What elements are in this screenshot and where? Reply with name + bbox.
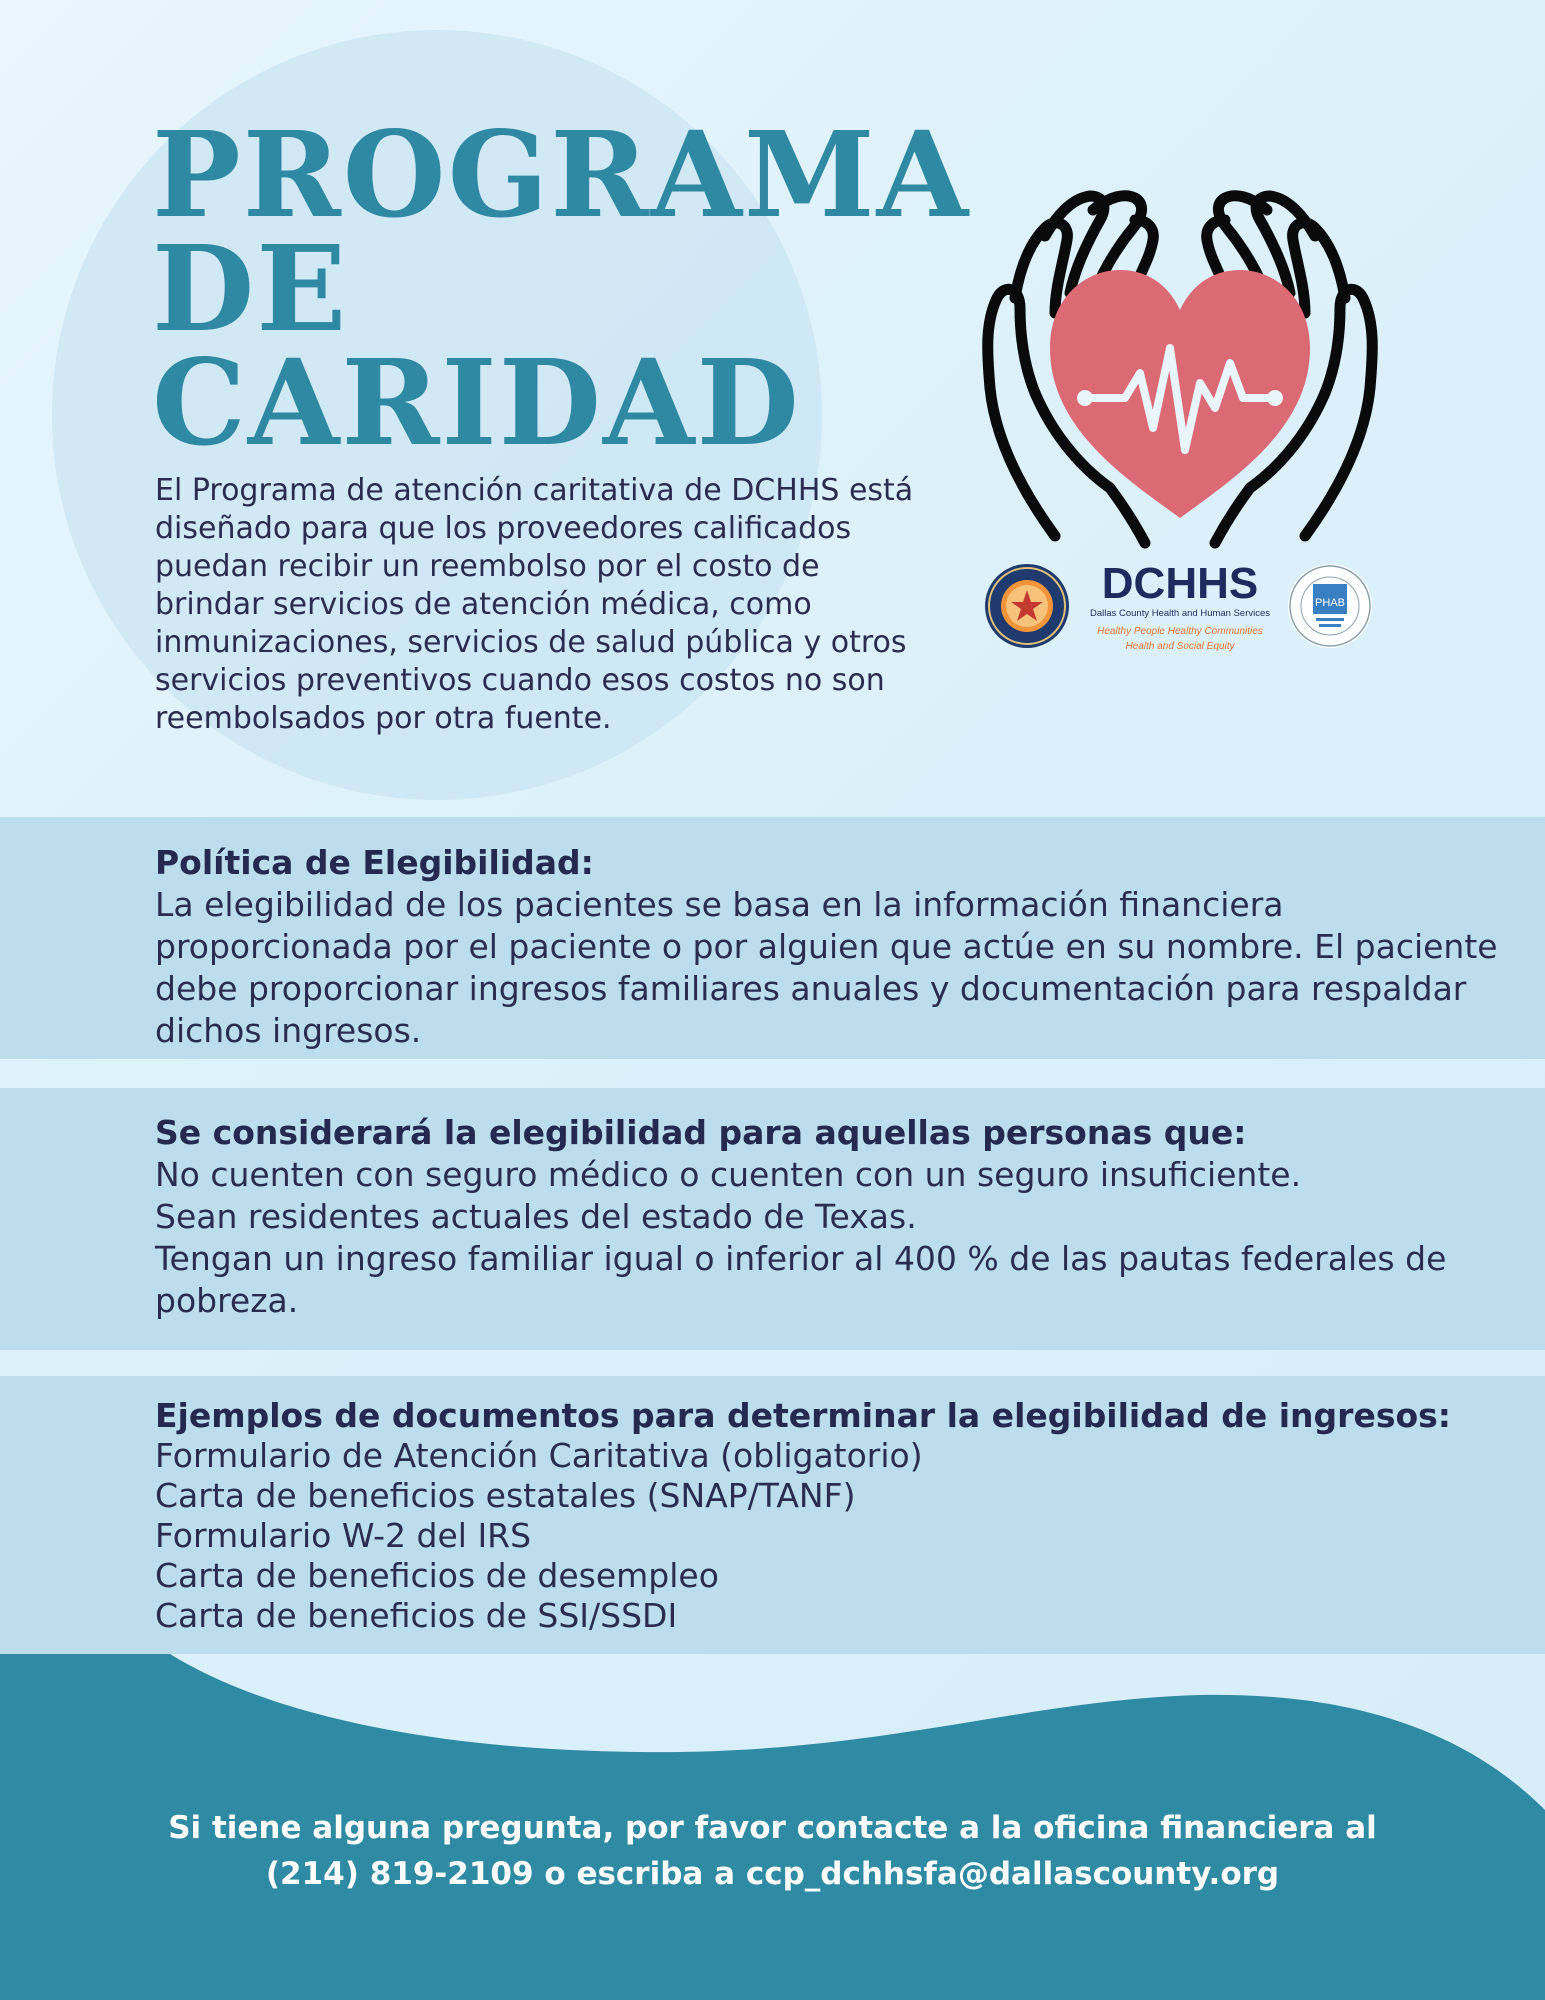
phab-label: PHAB bbox=[1315, 597, 1345, 609]
footer-line-1: Si tiene alguna pregunta, por favor contacte a la oficina financiera al bbox=[168, 1810, 1377, 1846]
eligibility-item: Tengan un ingreso familiar igual o inferior al 400 % de las pautas federales de pobreza. bbox=[155, 1239, 1447, 1320]
eligibility-heading: Se considerará la elegibilidad para aquellas personas que: bbox=[155, 1113, 1247, 1152]
eligibility-item: Sean residentes actuales del estado de Texas. bbox=[155, 1197, 917, 1236]
contact-footer bbox=[0, 1805, 1545, 1897]
document-item: Formulario de Atención Caritativa (obligatorio) bbox=[155, 1436, 923, 1475]
intro-paragraph: El Programa de atención caritativa de DCHHS está diseñado para que los proveedores calificados puedan recibir un reembolso por el costo de brindar servicios de atención médica, como inmunizaciones, servicios de salud pública y otros servicios preventivos cuando esos costos no son reembolsados por otra fuente. bbox=[155, 473, 914, 736]
eligibility-criteria-section bbox=[0, 1088, 1545, 1350]
logo-org-full-name: Dallas County Health and Human Services bbox=[1089, 608, 1271, 619]
dallas-county-seal-icon bbox=[985, 564, 1069, 648]
title-line-1: PROGRAMA bbox=[152, 105, 971, 244]
dchhs-logo bbox=[975, 188, 1385, 658]
document-item: Carta de beneficios estatales (SNAP/TANF) bbox=[155, 1476, 856, 1515]
logo-graphic bbox=[975, 188, 1385, 658]
document-item: Carta de beneficios de SSI/SSDI bbox=[155, 1596, 678, 1635]
logo-org-name: DCHHS bbox=[1101, 559, 1259, 608]
footer-contact-line: (214) 819-2109 o escriba a ccp_dchhsfa@dallascounty.org bbox=[265, 1856, 1280, 1892]
phab-seal-icon bbox=[1288, 564, 1372, 648]
document-item: Carta de beneficios de desempleo bbox=[155, 1556, 719, 1595]
documents-heading: Ejemplos de documentos para determinar la elegibilidad de ingresos: bbox=[155, 1396, 1451, 1435]
income-documents-section bbox=[0, 1376, 1545, 1654]
policy-body: La elegibilidad de los pacientes se basa en la información financiera proporcionada por el paciente o por alguien que actúe en su nombre. El paciente debe proporcionar ingresos familiares anuales y documentación para respaldar dichos ingresos. bbox=[155, 885, 1498, 1050]
document-item: Formulario W-2 del IRS bbox=[155, 1516, 532, 1555]
title-line-2: DE bbox=[152, 219, 349, 358]
title-line-3: CARIDAD bbox=[152, 333, 801, 472]
logo-tagline-2: Health and Social Equity bbox=[1125, 641, 1235, 652]
policy-heading: Política de Elegibilidad: bbox=[155, 843, 594, 882]
eligibility-item: No cuenten con seguro médico o cuenten con un seguro insuficiente. bbox=[155, 1155, 1302, 1194]
page-title bbox=[152, 105, 971, 472]
eligibility-policy-section bbox=[0, 817, 1545, 1059]
logo-tagline-1: Healthy People Healthy Communities bbox=[1097, 626, 1263, 637]
